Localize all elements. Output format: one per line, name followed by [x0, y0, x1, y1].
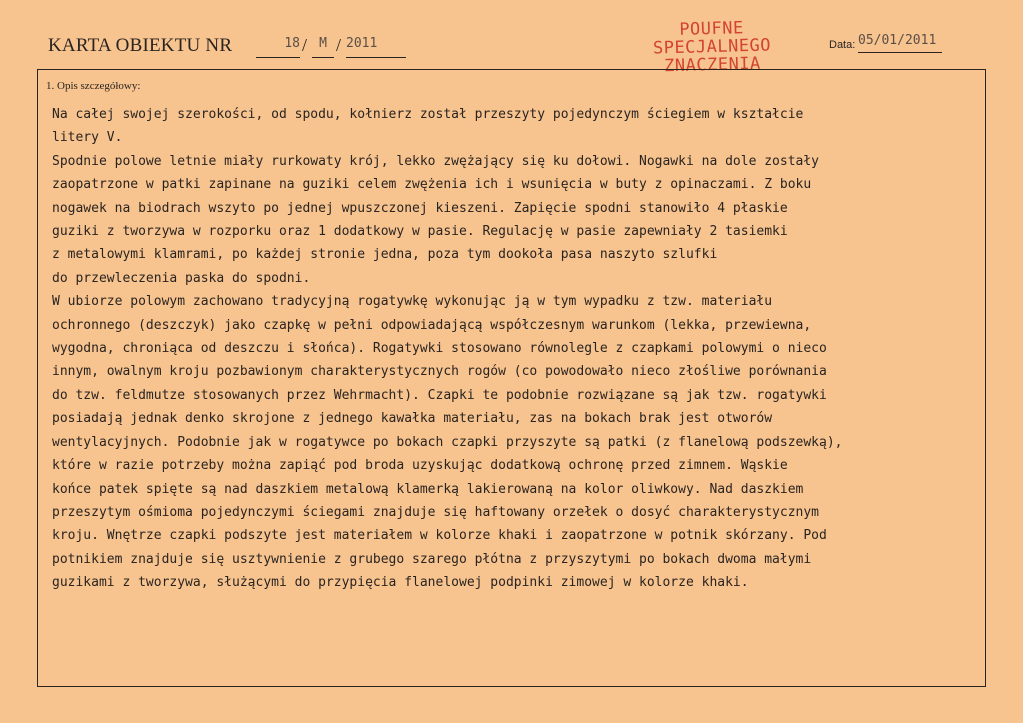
stamp-line-3: ZNACZENIA — [663, 53, 762, 77]
card-title: KARTA OBIEKTU NR — [48, 35, 233, 56]
description-body — [52, 103, 972, 595]
object-number-separator-1: / — [302, 35, 308, 55]
section-label: 1. Opis szczegółowy: — [46, 80, 141, 92]
stamp-line-1: POUFNE — [679, 18, 744, 40]
object-number-part-1: 18 — [256, 33, 300, 58]
object-number-part-3: 2011 — [346, 33, 406, 58]
confidential-stamp — [631, 18, 792, 76]
description-frame — [37, 69, 986, 687]
description-paragraph: Spodnie polowe letnie miały rurkowaty krój, lekko zwężający się ku dołowi. Nogawki na dole zostały zaopatrzone w patki zapinane na guziki celem zwężenia ich i wsunięcia w buty z opinaczami. Z boku nogawek na biodrach wszyto po jednej wpuszczonej kieszeni. Zapięcie spodni stanowiło 4 płaskie guziki z tworzywa w rozporku oraz 1 dodatkowy w pasie. Regulację w pasie zapewniały 2 tasiemki z metalowymi klamrami, po każdej stronie jedna, poza tym dookoła pasa naszyto szlufki do przewleczenia paska do spodni. — [52, 153, 820, 286]
description-paragraph: W ubiorze polowym zachowano tradycyjną rogatywkę wykonując ją w tym wypadku z tzw. materiału ochronnego (deszczyk) jako czapkę w pełni odpowiadającą współczesnym warunkom (lekka, przewiewna, wygodna, chroniąca od deszczu i słońca). Rogatywki stosowano równolegle z czapkami polowymi o nieco innym, owalnym kroju pozbawionym charakterystycznych rogów (co powodowało nieco złośliwe porównania do tzw. feldmutze stosowanych przez Wehrmacht). Czapki te podobnie rozwiązane są jak tzw. rogatywki posiadają jednak denko skrojone z jednego kawałka materiału, zas na bokach brak jest otworów wentylacyjnych. Podobnie jak w rogatywce po bokach czapki przyszyte są patki (z flanelową podszewką), które w razie potrzeby można zapiąć pod broda uzyskując dodatkową ochronę przed zimnem. Wąskie końce patek spięte są nad daszkiem metalową klamerką lakierowaną na kolor oliwkowy. Nad daszkiem przeszytym ośmioma pojedynczymi ściegami znajduje się haftowany orzełek o dosyć charakterystycznym kroju. Wnętrze czapki podszyte jest materiałem w kolorze khaki i zaopatrzone w potnik skórzany. Pod potnikiem znajduje się usztywnienie z grubego szarego płótna z przyszytymi po bokach dwoma małymi guzikami z tworzywa, służącymi do przypięcia flanelowej podpinki zimowej w kolorze khaki. — [52, 294, 843, 591]
stamp-line-2: SPECJALNEGO — [652, 35, 772, 59]
object-number-part-2: M — [312, 33, 334, 58]
date-value: 05/01/2011 — [858, 30, 942, 53]
object-number-separator-2: / — [336, 35, 342, 55]
date-label: Data: — [829, 39, 856, 51]
description-paragraph: Na całej swojej szerokości, od spodu, kołnierz został przeszyty pojedynczym ściegiem w kształcie litery V. — [52, 107, 804, 146]
